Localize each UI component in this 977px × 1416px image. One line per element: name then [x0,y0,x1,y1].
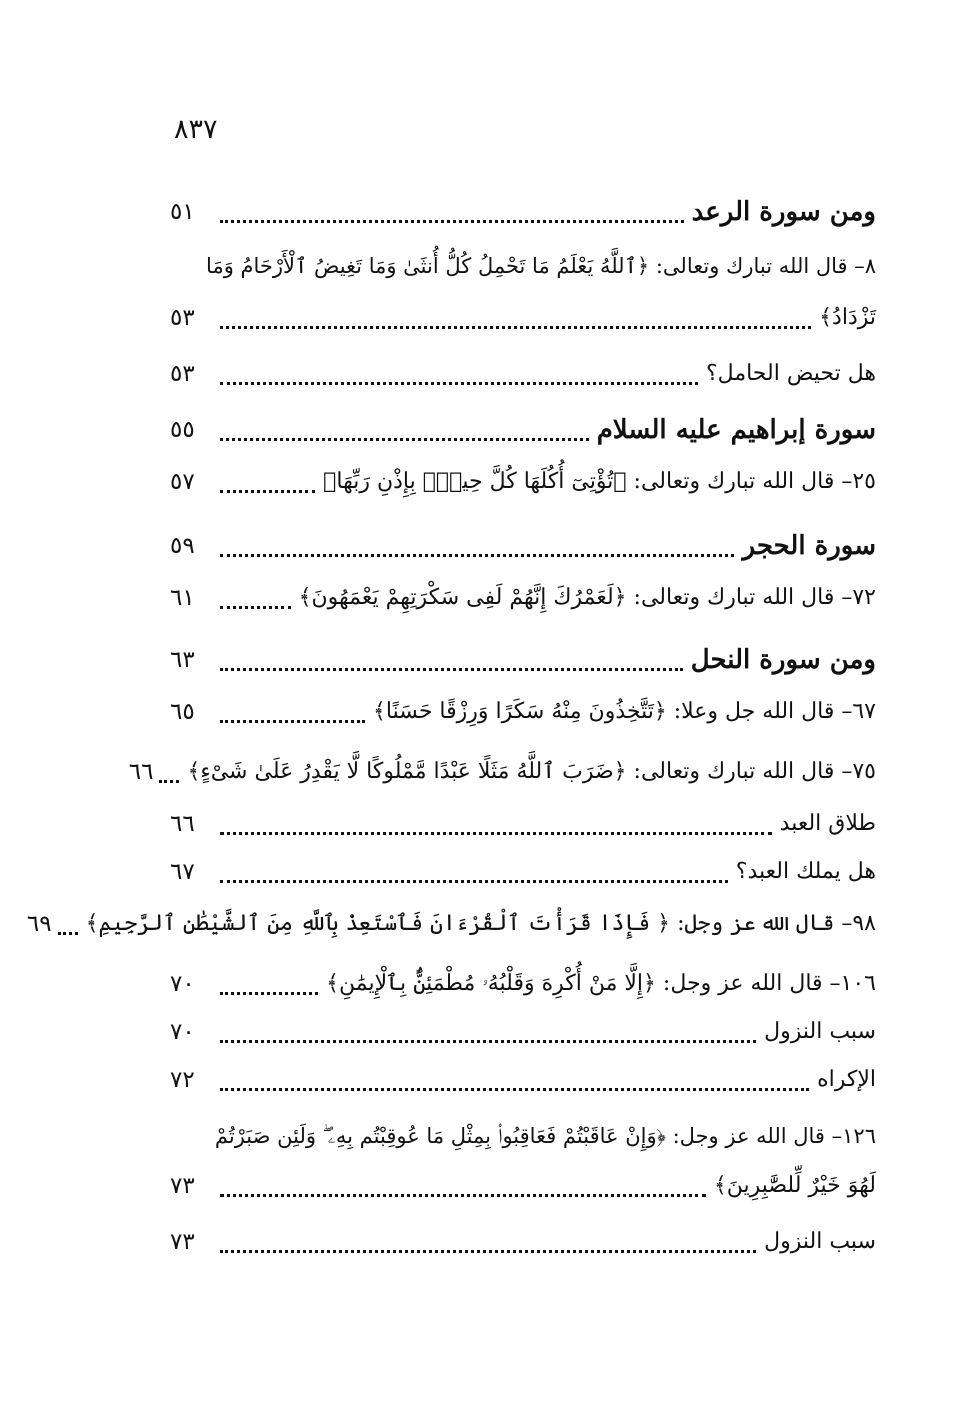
toc-entry-title: ٧٢– قال الله تبارك وتعالى: ﴿لَعَمْرُكَ إِنَّهُمْ لَفِى سَكْرَتِهِمْ يَعْمَهُونَ﴾ [298,585,876,610]
toc-entry-page: ٦٦ [170,811,195,837]
toc-entry [170,964,876,1004]
toc-entry-heading [170,410,876,450]
toc-entry-page: ٥٧ [170,469,195,495]
dot-leader [159,780,179,783]
dot-leader [220,992,318,995]
toc-entry [170,1166,876,1206]
toc-entry [170,354,876,394]
toc-entry [170,1060,876,1100]
toc-entry-title: ٧٥– قال الله تبارك وتعالى: ﴿ضَرَبَ ٱللَّهُ مَثَلًا عَبْدًا مَّمْلُوكًا لَّا يَقْدِرُ عَلَىٰ شَىْءٍ﴾ [187,759,876,784]
toc-entry-page: ٥٣ [170,361,195,387]
toc-entry [170,1222,876,1262]
dot-leader [220,326,811,329]
toc-entry-title: ٦٧– قال الله جل وعلا: ﴿تَتَّخِذُونَ مِنْهُ سَكَرًا وَرِزْقًا حَسَنًا﴾ [372,699,876,724]
toc-entry-title: هل تحيض الحامل؟ [705,361,876,386]
toc-entry [170,852,876,892]
toc-entry-title: ٩٨– قال الله عز وجل: ﴿ فَإِذَا قَرَأْتَ ٱلْقُرْءَانَ فَٱسْتَعِذْ بِٱللَّهِ مِنَ ٱلشَّيْطَٰنِ ٱلرَّجِيمِ﴾ [85,911,876,936]
toc-entry-page: ٦٦ [128,759,154,785]
toc-entry-title: طلاق العبد [779,811,876,836]
toc-entry-page: ٥٩ [170,533,195,559]
dot-leader [220,1088,809,1091]
toc-entry-title: هل يملك العبد؟ [735,859,876,884]
toc-entry-page: ٦٥ [170,699,195,725]
toc-entry-page: ٦٧ [170,859,195,885]
dot-leader [220,438,589,441]
toc-entry-title: سبب النزول [764,1019,876,1044]
page-number: ٨٣٧ [174,114,218,145]
toc-entry-title-line: ١٢٦– قال الله عز وجل: ﴿وَإِنْ عَاقَبْتُمْ فَعَاقِبُوا۟ بِمِثْلِ مَا عُوقِبْتُم بِهِۦ ۖ وَلَئِن صَبَرْتُمْ [214,1124,876,1148]
dot-leader [220,668,683,671]
dot-leader [220,1194,706,1197]
dot-leader [220,220,684,223]
toc-entry [26,904,876,944]
toc-entry [170,578,876,618]
toc-entry [170,1012,876,1052]
toc-entry-heading [170,192,876,232]
toc-entry [170,298,876,338]
toc-entry [128,752,876,792]
dot-leader [220,880,728,883]
toc-entry-title: الإكراه [817,1067,876,1092]
toc-entry-page: ٦١ [170,585,195,611]
toc-entry-title: لَهُوَ خَيْرٌ لِّلصَّٰبِرِينَ﴾ [713,1173,876,1198]
toc-entry [170,804,876,844]
dot-leader [220,720,365,723]
toc-entry-page: ٧٣ [170,1173,195,1199]
dot-leader [220,606,291,609]
toc-entry-title: ٢٥– قال الله تبارك وتعالى: ﴿تُؤْتِىٓ أُكُلَهَا كُلَّ حِينٍۭ بِإِذْنِ رَبِّهَا﴾ [323,469,876,494]
toc-entry-title: سبب النزول [764,1229,876,1254]
toc-entry-heading [170,640,876,680]
toc-entry-page: ٦٣ [170,647,195,673]
toc-entry-page: ٥٣ [170,305,195,331]
toc-entry [170,692,876,732]
dot-leader [220,1040,756,1043]
dot-leader [220,382,698,385]
dot-leader [220,832,772,835]
dot-leader [220,490,315,493]
toc-entry-page: ٦٩ [26,911,52,937]
toc-entry-title: تَزْدَادُ﴾ [819,305,876,330]
toc-entry-title: ١٠٦– قال الله عز وجل: ﴿إِلَّا مَنْ أُكْرِهَ وَقَلْبُهُۥ مُطْمَئِنٌّۢ بِٱلْإِيمَٰنِ﴾ [326,971,876,996]
toc-entry-page: ٧٢ [170,1067,195,1093]
toc-entry-title: ومن سورة النحل [690,645,876,675]
toc-entry-title-line: ٨– قال الله تبارك وتعالى: ﴿ٱللَّهُ يَعْلَمُ مَا تَحْمِلُ كُلُّ أُنثَىٰ وَمَا تَغِيضُ ٱلْأَرْحَامُ وَمَا [206,254,876,278]
toc-entry-page: ٥٥ [170,417,195,443]
dot-leader [220,1250,756,1253]
toc-entry-page: ٧٠ [170,971,195,997]
toc-entry-page: ٧٠ [170,1019,195,1045]
toc-entry-page: ٧٣ [170,1229,195,1255]
dot-leader [58,932,78,935]
toc-entry-title: سورة الحجر [742,531,876,561]
toc-entry-title: ومن سورة الرعد [691,197,876,227]
toc-entry-heading [170,526,876,566]
toc-entry-page: ٥١ [170,199,195,225]
toc-entry-title: سورة إبراهيم عليه السلام [596,415,876,445]
toc-entry [170,462,876,502]
dot-leader [220,554,734,557]
